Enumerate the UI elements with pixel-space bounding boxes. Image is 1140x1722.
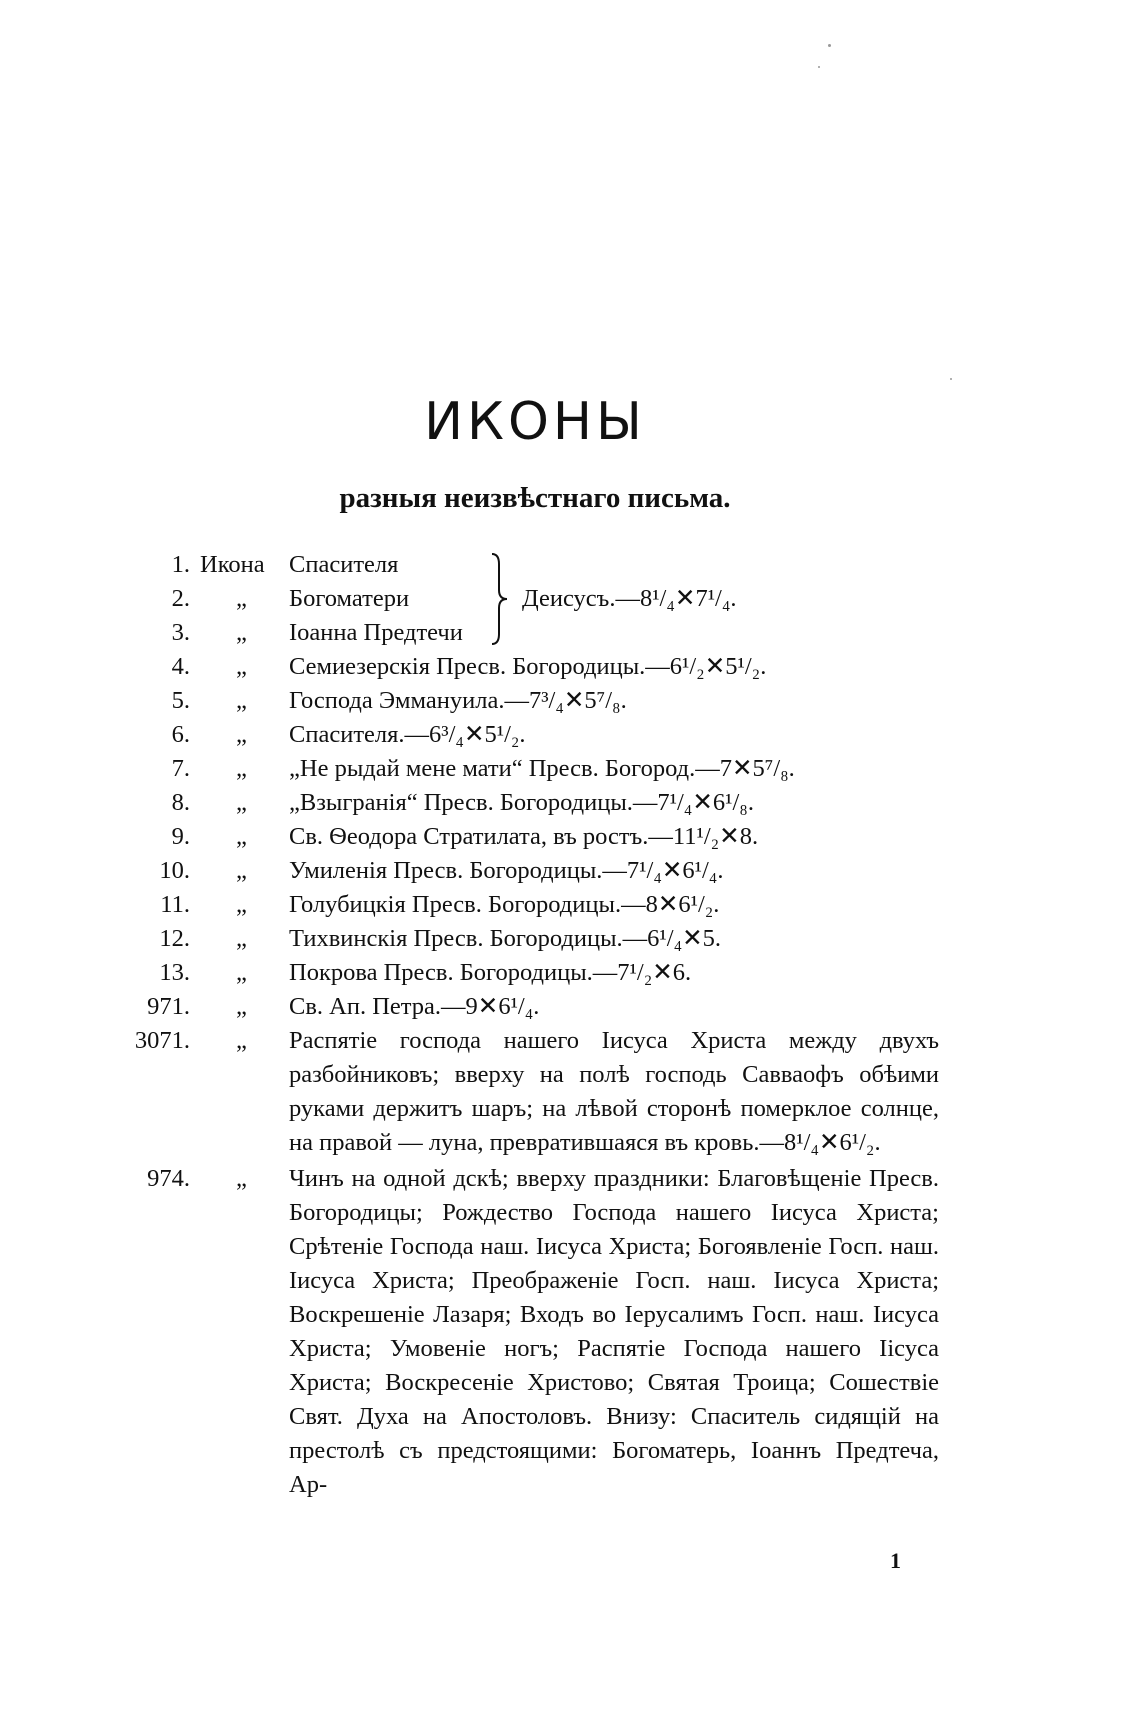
- entry-number: 1.: [171, 551, 190, 578]
- ditto-mark: „: [236, 959, 247, 986]
- catalog-entry: [0, 786, 1140, 820]
- entry-text: Голубицкія Пресв. Богородицы.—8✕6¹/₂.: [289, 891, 720, 918]
- entry-number: 12.: [159, 925, 190, 952]
- entry-number: 974.: [147, 1165, 190, 1192]
- scan-speck: [950, 378, 952, 380]
- entry-text: Семиезерскія Пресв. Богородицы.—6¹/₂✕5¹/₂.: [289, 653, 767, 680]
- catalog-entries: [0, 548, 1140, 1504]
- catalog-entry: [0, 956, 1140, 990]
- page-number: 1: [890, 1548, 901, 1573]
- catalog-entry: [0, 990, 1140, 1024]
- ditto-mark: „: [236, 721, 247, 748]
- entry-prefix: Икона: [200, 551, 265, 578]
- ditto-mark: „: [236, 823, 247, 850]
- deesis-group: [0, 548, 1140, 650]
- entry-number: 3071.: [134, 1027, 190, 1054]
- entry-text: Распятіе господа нашего Іисуса Христа между двухъ разбойниковъ; вверху на полѣ господь Савваофъ обѣими руками держитъ шаръ; на лѣвой сторонѣ померклое солнце, на правой — луна, превратившаяся въ кровь.—8¹/₄✕6¹/₂.: [289, 1027, 939, 1156]
- entry-text: Спасителя.—6³/₄✕5¹/₂.: [289, 721, 526, 748]
- catalog-entry: [0, 616, 1140, 650]
- catalog-entry: [0, 548, 1140, 582]
- entry-number: 6.: [171, 721, 190, 748]
- entry-number: 11.: [160, 891, 190, 918]
- catalog-entry: [0, 854, 1140, 888]
- entry-number: 10.: [159, 857, 190, 884]
- ditto-mark: „: [236, 653, 247, 680]
- entry-text: Св. Ап. Петра.—9✕6¹/₄.: [289, 993, 540, 1020]
- catalog-entry: [0, 752, 1140, 786]
- page-title: ИКОНЫ: [424, 392, 646, 452]
- catalog-entry: [0, 922, 1140, 956]
- ditto-mark: „: [236, 1027, 247, 1054]
- ditto-mark: „: [236, 789, 247, 816]
- entry-text: Умиленія Пресв. Богородицы.—7¹/₄✕6¹/₄.: [289, 857, 724, 884]
- curly-brace-icon: [490, 552, 512, 646]
- ditto-mark: „: [236, 619, 247, 646]
- catalog-entry: [0, 718, 1140, 752]
- ditto-mark: „: [236, 755, 247, 782]
- ditto-mark: „: [236, 1165, 247, 1192]
- entry-text: Іоанна Предтечи: [289, 619, 463, 646]
- ditto-mark: „: [236, 993, 247, 1020]
- entry-text: Богоматери: [289, 585, 410, 612]
- page-subtitle: разныя неизвѣстнаго письма.: [339, 482, 731, 514]
- ditto-mark: „: [236, 857, 247, 884]
- entry-text: „Взыгранія“ Пресв. Богородицы.—7¹/₄✕6¹/₈.: [289, 789, 754, 816]
- scan-speck: [818, 66, 820, 68]
- entry-text: Спасителя: [289, 551, 399, 578]
- entry-number: 4.: [171, 653, 190, 680]
- catalog-entry: [0, 888, 1140, 922]
- entry-text: „Не рыдай мене мати“ Пресв. Богород.—7✕5⁷/₈.: [289, 755, 795, 782]
- catalog-entry: [0, 820, 1140, 854]
- entry-number: 5.: [171, 687, 190, 714]
- ditto-mark: „: [236, 687, 247, 714]
- entry-text: Св. Ѳеодора Стратилата, въ ростъ.—11¹/₂✕8.: [289, 823, 759, 850]
- entry-number: 13.: [159, 959, 190, 986]
- entry-text: Господа Эммануила.—7³/₄✕5⁷/₈.: [289, 687, 627, 714]
- ditto-mark: „: [236, 925, 247, 952]
- entry-text: Тихвинскія Пресв. Богородицы.—6¹/₄✕5.: [289, 925, 722, 952]
- entry-number: 2.: [171, 585, 190, 612]
- deesis-label: Деисусъ.—8¹/₄✕7¹/₄.: [522, 585, 737, 612]
- entry-number: 9.: [171, 823, 190, 850]
- catalog-entry: [0, 1162, 1140, 1502]
- catalog-entry: [0, 684, 1140, 718]
- entry-number: 7.: [171, 755, 190, 782]
- entry-text: Чинъ на одной дскѣ; вверху праздники: Благовѣщеніе Пресв. Богородицы; Рождество Господа нашего Іисуса Христа; Срѣтеніе Господа наш. Іисуса Христа; Богоявленіе Госп. наш. Іисуса Христа; Преображеніе Госп. наш. Іисуса Христа; Воскрешеніе Лазаря; Входъ во Іерусалимъ Госп. наш. Іисуса Христа; Умовеніе ногъ; Распятіе Господа нашего Іісуса Христа; Воскресеніе Христово; Святая Троица; Сошествіе Свят. Духа на Апостоловъ. Внизу: Спаситель сидящій на престолѣ съ предстоящими: Богоматерь, Іоаннъ Предтеча, Ар-: [289, 1165, 939, 1498]
- entry-number: 3.: [171, 619, 190, 646]
- entry-number: 971.: [147, 993, 190, 1020]
- entry-list: [0, 650, 1140, 1504]
- entry-number: 8.: [171, 789, 190, 816]
- entry-gap: [0, 1502, 1140, 1504]
- ditto-mark: „: [236, 891, 247, 918]
- catalog-entry: [0, 650, 1140, 684]
- ditto-mark: „: [236, 585, 247, 612]
- scan-speck: [828, 44, 831, 47]
- catalog-entry: [0, 1024, 1140, 1160]
- entry-text: Покрова Пресв. Богородицы.—7¹/₂✕6.: [289, 959, 692, 986]
